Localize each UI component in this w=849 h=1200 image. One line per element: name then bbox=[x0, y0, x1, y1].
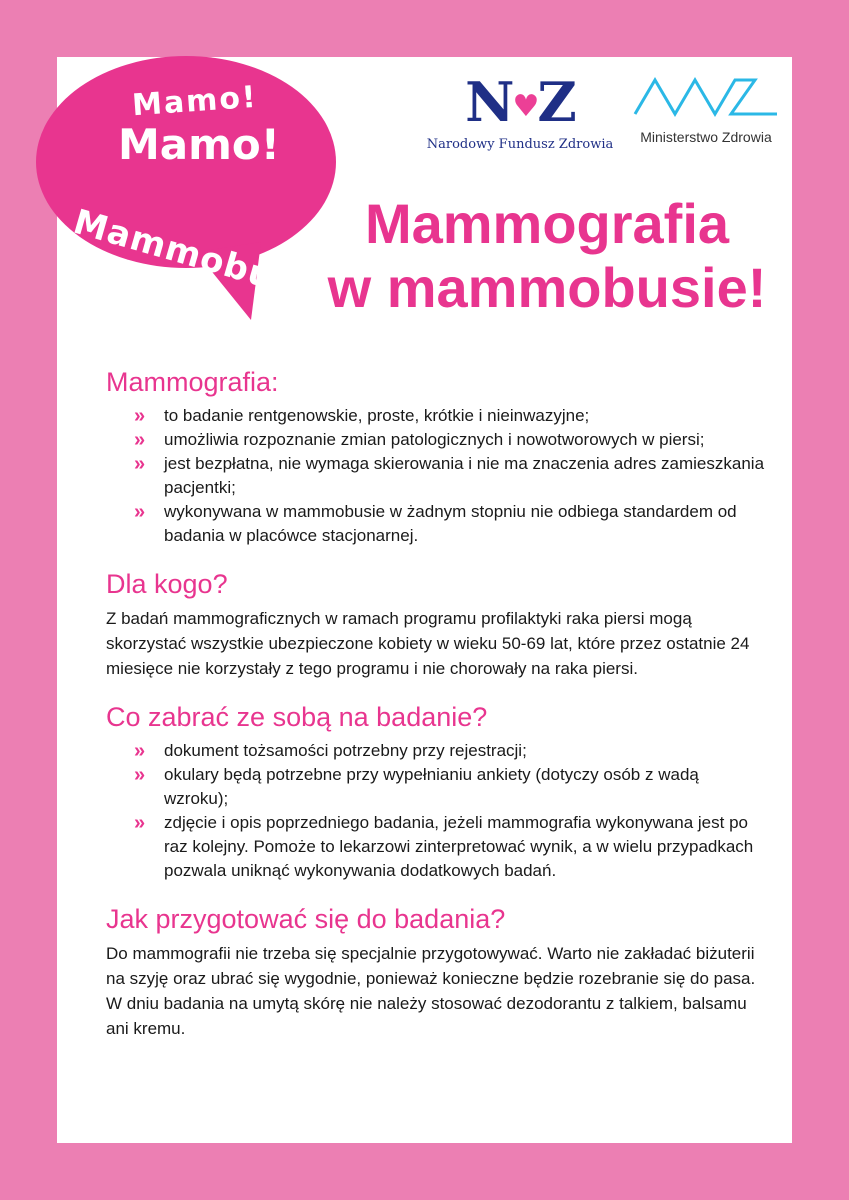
bubble-line-3: Mammobus! bbox=[68, 202, 315, 308]
bullet-icon: » bbox=[134, 764, 146, 786]
nfz-mark: N♥Z bbox=[465, 70, 575, 134]
list-item: » dokument tożsamości potrzebny przy rejestracji; bbox=[134, 740, 527, 762]
mz-wave-icon bbox=[631, 74, 781, 118]
section-jak-przygotowac bbox=[106, 901, 766, 1041]
list-item: » umożliwia rozpoznanie zmian patologicznych i nowotworowych w piersi; bbox=[134, 429, 705, 451]
section-heading: Dla kogo? bbox=[106, 569, 228, 599]
bullet-list bbox=[106, 404, 766, 548]
content bbox=[106, 364, 766, 1041]
bubble-line-1: Mamo! bbox=[130, 79, 259, 124]
main-title bbox=[312, 192, 782, 320]
bullet-icon: » bbox=[134, 501, 146, 523]
list-item: » to badanie rentgenowskie, proste, krótkie i nieinwazyjne; bbox=[134, 405, 590, 427]
main-title-line-2: w mammobusie! bbox=[327, 256, 767, 319]
mz-name: Ministerstwo Zdrowia bbox=[640, 129, 772, 145]
nfz-name: Narodowy Fundusz Zdrowia bbox=[426, 136, 614, 152]
list-item: » wykonywana w mammobusie w żadnym stopniu nie odbiega standardem od badania w placówce stacjonarnej. bbox=[134, 501, 737, 545]
section-co-zabrac bbox=[106, 699, 766, 883]
section-heading: Jak przygotować się do badania? bbox=[106, 904, 506, 934]
list-item: » zdjęcie i opis poprzedniego badania, jeżeli mammografia wykonywana jest po raz kolejny. Pomoże to lekarzowi zinterpretować wynik, a w wielu przypadkach pozwala uniknąć wykonywania dodatkowych badań. bbox=[134, 812, 754, 880]
nfz-logo bbox=[420, 70, 620, 152]
heart-icon: ♥ bbox=[512, 88, 538, 124]
section-text: Z badań mammograficznych w ramach programu profilaktyki raka piersi mogą skorzystać wszystkie ubezpieczone kobiety w wieku 50-69 lat, które przez ostatnie 24 miesięce nie korzystały z tego programu i nie chorowały na raka piersi. bbox=[106, 609, 750, 678]
bullet-icon: » bbox=[134, 740, 146, 762]
main-title-line-1: Mammografia bbox=[364, 192, 730, 255]
section-mammografia bbox=[106, 364, 766, 548]
section-heading: Mammografia: bbox=[106, 367, 279, 397]
bullet-icon: » bbox=[134, 429, 146, 451]
mz-logo bbox=[626, 74, 786, 145]
section-heading: Co zabrać ze sobą na badanie? bbox=[106, 702, 488, 732]
bullet-list bbox=[106, 739, 766, 883]
section-text: Do mammografii nie trzeba się specjalnie przygotowywać. Warto nie zakładać biżuterii na szyję oraz ubrać się wygodnie, ponieważ konieczne będzie rozebranie się do pasa. W dniu badania na umytą skórę nie należy stosować dezodorantu z talkiem, balsamu ani kremu. bbox=[106, 944, 756, 1038]
list-item: » okulary będą potrzebne przy wypełnianiu ankiety (dotyczy osób z wadą wzroku); bbox=[134, 764, 699, 808]
bubble-line-2: Mamo! bbox=[118, 120, 280, 169]
bullet-icon: » bbox=[134, 812, 146, 834]
list-item: » jest bezpłatna, nie wymaga skierowania i nie ma znaczenia adres zamieszkania pacjentki; bbox=[134, 453, 765, 497]
speech-bubble bbox=[36, 42, 346, 322]
section-dla-kogo bbox=[106, 566, 766, 681]
bullet-icon: » bbox=[134, 453, 146, 475]
bullet-icon: » bbox=[134, 405, 146, 427]
